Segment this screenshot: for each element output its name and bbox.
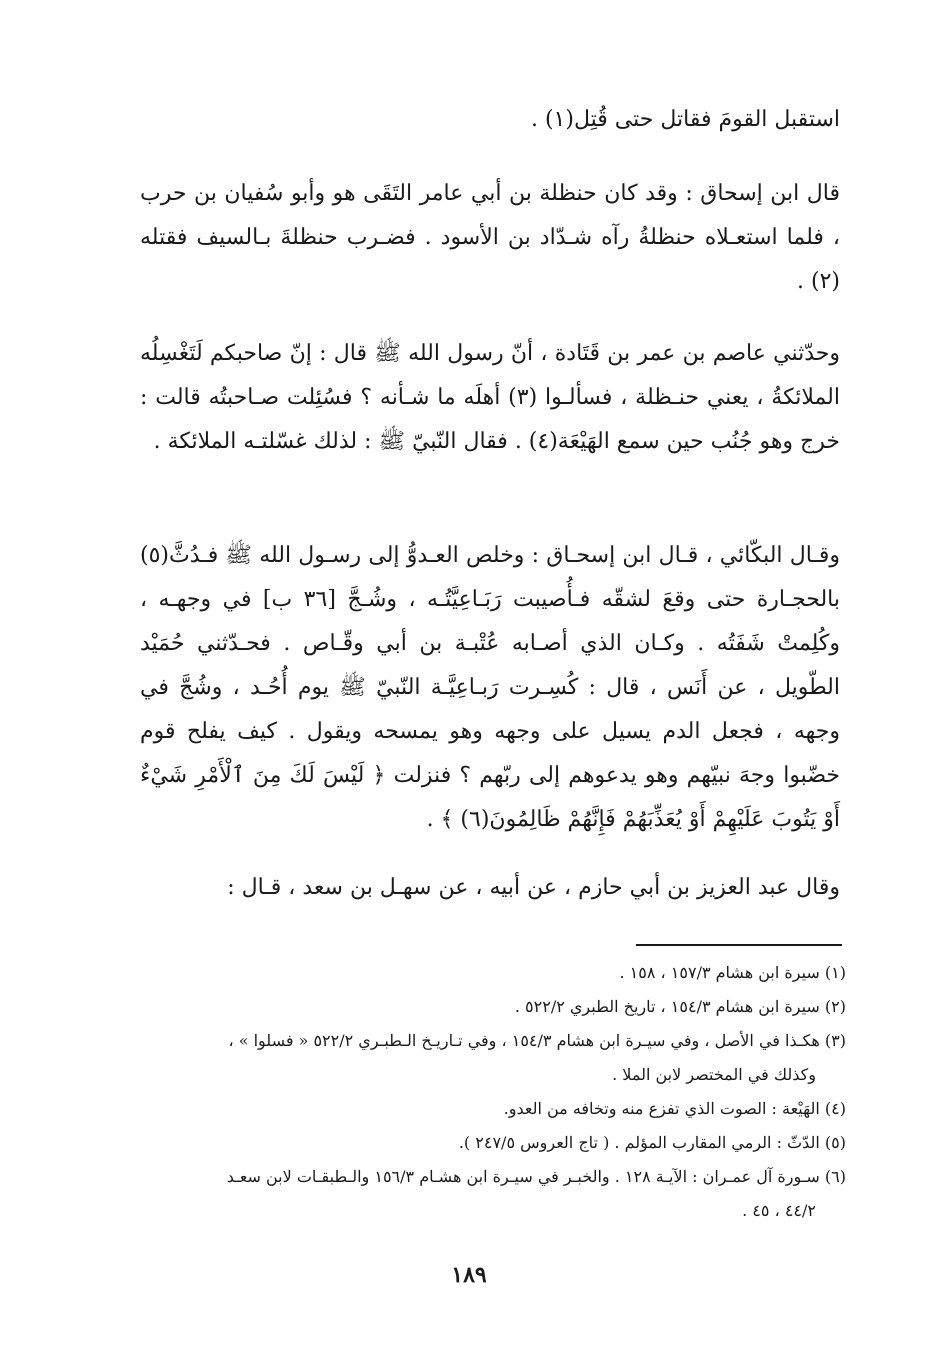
footnotes-list — [86, 956, 846, 1228]
paragraph-1: استقبل القومَ فقاتل حتى قُتِل(١) . — [530, 107, 840, 132]
footnote-1: (١) سيرة ابن هشام ١٥٧/٣ ، ١٥٨ . — [619, 963, 846, 982]
page-number: ١٨٩ — [451, 1262, 487, 1288]
footnote-2: (٢) سيرة ابن هشام ١٥٤/٣ ، تاريخ الطبري ٥٢٢/٢ . — [514, 997, 846, 1016]
footnote-3-continued: وكذلك في المختصر لابن الملا . — [612, 1065, 816, 1084]
footnote-6-continued: ٤٤/٢ ، ٤٥ . — [742, 1201, 816, 1220]
paragraph-3: وحدّثني عاصم بن عمر بن قَتَادة ، أنّ رسول الله ﷺ قال : إنّ صاحبكم لَتَغْسِلُه الملائكةُ ، يعني حنـظلة ، فسألـوا (٣) أهلَه ما شـأنه ؟ فسُئِلت صـاحبتُه قالت : خرج وهو جُنُب حين سمع الهَيْعَة(٤) . فقال النّبيّ ﷺ : لذلك غسّلتـه الملائكة . — [140, 341, 841, 454]
paragraph-2: قال ابن إسحاق : وقد كان حنظلة بن أبي عامر التَقَى هو وأبو سُفيان بن حرب ، فلما استعـلاه حنظلةُ رآه شـدّاد بن الأسود . فضـرب حنظلةَ بـالسيف فقتله (٢) . — [140, 181, 840, 294]
footnote-3: (٣) هكـذا في الأصل ، وفي سيـرة ابن هشام ١٥٤/٣ ، وفي تـاريـخ الـطبـري ٥٢٢/٢ « فسلوا » ، — [228, 1031, 846, 1050]
footnote-5: (٥) الدّثّ : الرمي المقارب المؤلم . ( تاج العروس ٢٤٧/٥ ). — [458, 1133, 846, 1152]
paragraph-5: وقال عبد العزيز بن أبي حازم ، عن أبيه ، عن سهـل بن سعد ، قـال : — [227, 875, 840, 900]
footnote-6: (٦) سـورة آل عمـران : الآيـة ١٢٨ . والخبـر في سيـرة ابن هشـام ١٥٦/٣ والـطبقـات لابن سعـد — [226, 1167, 846, 1186]
footnote-4: (٤) الهَيْعة : الصوت الذي تفزع منه وتخافه من العدو. — [503, 1099, 846, 1118]
footnote-divider — [636, 944, 842, 946]
paragraph-4: وقـال البكّائي ، قـال ابن إسحـاق : وخلص العـدوُّ إلى رسـول الله ﷺ فـدُثَّ(٥) بالحجـارة حتى وقعَ لشقّه فـأُصيبت رَبَـاعِيَّتُـه ، وشُـجَّ [٣٦ ب] في وجهـه ، وكُلِمتْ شَفَتُه . وكـان الذي أصـابه عُتْبـة بن أبي وقّـاص . فحـدّثني حُمَيْد الطّويل ، عن أَنَس ، قال : كُسِـرت رَبـاعِيَّـة النّبيّ ﷺ يوم أُحُـد ، وشُجَّ في وجهه ، فجعل الدم يسيل على وجهه وهو يمسحه ويقول . كيف يفلح قوم خضّبوا وجهَ نبيّهم وهو يدعوهم إلى ربّهم ؟ فنزلت ﴿ لَيْسَ لَكَ مِنَ ٱلْأَمْرِ شَيْءٌ أَوْ يَتُوبَ عَلَيْهِمْ أَوْ يُعَذِّبَهُمْ فَإِنَّهُمْ ظَالِمُونَ(٦) ﴾ . — [140, 543, 840, 832]
